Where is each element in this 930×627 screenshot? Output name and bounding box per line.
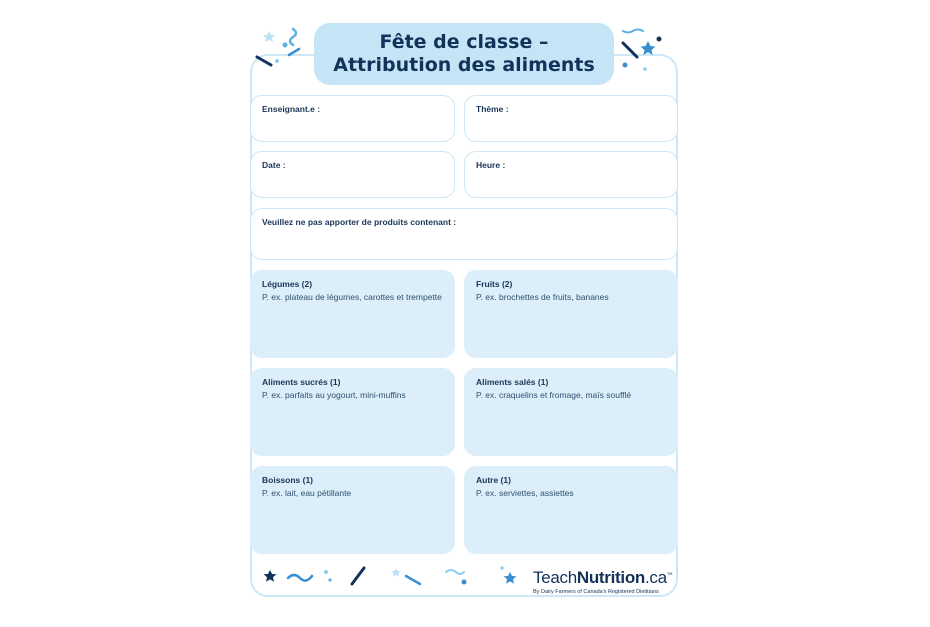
- category-box-vegetables[interactable]: [250, 270, 455, 358]
- theme-label: Thème :: [476, 104, 509, 114]
- logo-teach: Teach: [533, 568, 577, 587]
- category-label: Autre (1): [476, 475, 511, 485]
- category-label: Aliments sucrés (1): [262, 377, 341, 387]
- category-example: P. ex. parfaits au yogourt, mini-muffins: [262, 390, 406, 400]
- category-example: P. ex. serviettes, assiettes: [476, 488, 574, 498]
- date-label: Date :: [262, 160, 286, 170]
- category-label: Aliments salés (1): [476, 377, 549, 387]
- logo-nutrition: Nutrition: [576, 568, 645, 587]
- logo-domain: .ca: [645, 568, 667, 587]
- allergens-label: Veuillez ne pas apporter de produits contenant :: [262, 217, 457, 227]
- category-label: Fruits (2): [476, 279, 513, 289]
- category-box-salty[interactable]: [464, 368, 678, 456]
- category-box-other[interactable]: [464, 466, 678, 554]
- title-banner: [314, 23, 614, 85]
- teacher-label: Enseignant.e :: [262, 104, 321, 114]
- category-example: P. ex. lait, eau pétillante: [262, 488, 352, 498]
- allergens-field[interactable]: [250, 208, 678, 260]
- time-label: Heure :: [476, 160, 506, 170]
- title-line-1: Fête de classe –: [379, 31, 549, 53]
- logo-tagline: By Dairy Farmers of Canada's Registered Dietitians: [533, 589, 659, 595]
- confetti-bottom-icon: [260, 562, 530, 592]
- theme-field[interactable]: [464, 95, 678, 142]
- confetti-top-left-icon: [255, 25, 315, 75]
- date-field[interactable]: [250, 151, 455, 198]
- category-label: Boissons (1): [262, 475, 314, 485]
- time-field[interactable]: [464, 151, 678, 198]
- category-box-sweets[interactable]: [250, 368, 455, 456]
- category-example: P. ex. craquelins et fromage, maïs soufflé: [476, 390, 632, 400]
- teacher-field[interactable]: [250, 95, 455, 142]
- category-box-drinks[interactable]: [250, 466, 455, 554]
- logo-trademark: ™: [666, 572, 673, 579]
- category-example: P. ex. plateau de légumes, carottes et trempette: [262, 292, 442, 302]
- category-box-fruits[interactable]: [464, 270, 678, 358]
- category-label: Légumes (2): [262, 279, 313, 289]
- category-example: P. ex. brochettes de fruits, bananes: [476, 292, 609, 302]
- confetti-top-right-icon: [615, 25, 670, 80]
- teachnutrition-logo: [533, 568, 672, 595]
- title-line-2: Attribution des aliments: [333, 54, 595, 76]
